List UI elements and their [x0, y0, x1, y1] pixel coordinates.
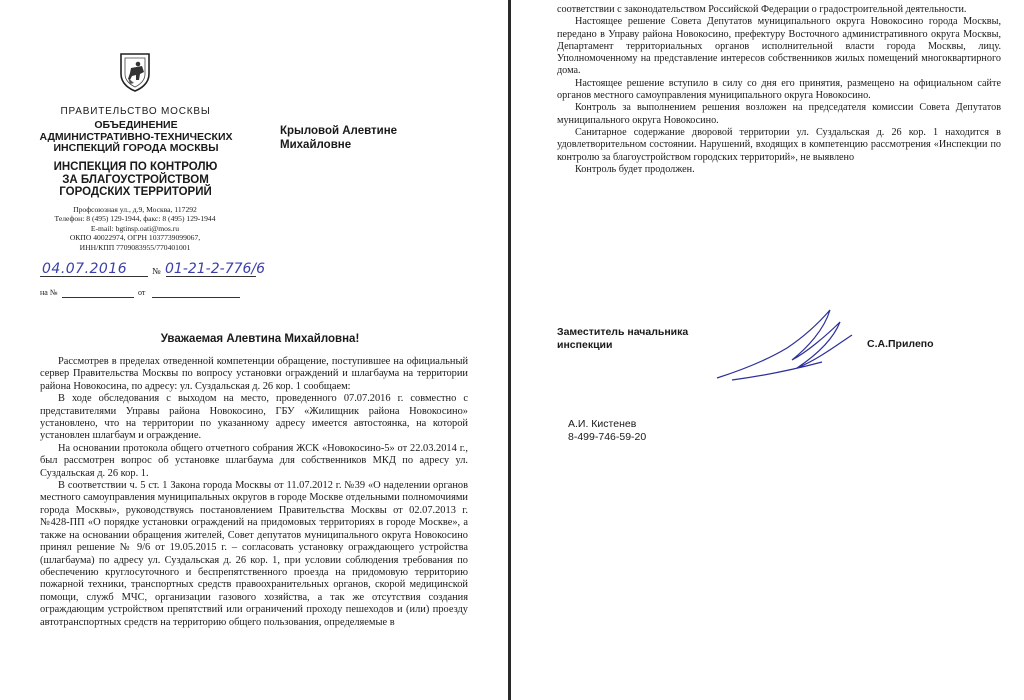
executor-block	[568, 418, 646, 444]
executor-name: А.И. Кистенев	[568, 418, 637, 430]
body-paragraph: Контроль будет продолжен.	[575, 163, 695, 175]
reply-date-underline	[152, 297, 240, 298]
signatory-title: Заместитель начальника инспекции	[557, 326, 689, 351]
body-paragraph: В соответствии ч. 5 ст. 1 Закона города Москвы от 11.07.2012 г. №39 «О наделении органов местного самоуправления муниципальных округов в городе Москве отдельными полномочиями города Москвы», руководствуясь постановлением Правительства Москвы от 02.07.2013 г. №428-ПП «О порядке установки ограждений на придомовых территориях в городе Москве», а также на основании обращения жителей, Совет депутатов муниципального округа Новокосино принял решение № 9/6 от 19.05.2015 г. – согласовать установку ограждающего устройства (шлагбаума) по адресу ул. Суздальская д. 26 кор. 1, при условии соблюдения требования по обеспечению круглосуточного и беспрепятственного проезда на придомовую территорию пожарной техники, транспортных средств правоохранительных органов, скорой медицинской помощи, служб МЧС, организации газового хозяйства, а так же отсутствия создания ограждающим устройством препятствий или ограничений проходу пешеходов и (или) проезду автотранспортных средств на территорию общего пользования, определяемые в	[40, 480, 468, 628]
body-paragraph: В ходе обследования с выходом на место, проведенного 07.07.2016 г. совместно с представителями Управы района Новокосино, ГБУ «Жилищник района Новокосино» установлено, что на территории по указанному адресу имеется автостоянка, на которой установлен шлагбаум и ограждение.	[40, 393, 468, 442]
inn-line: ИНН/КПП 7709083955/770401001	[79, 242, 191, 252]
executor-phone: 8-499-746-59-20	[568, 431, 647, 443]
email-line: E-mail: bgtinsp.oati@mos.ru	[90, 223, 180, 233]
letter-body	[40, 356, 468, 629]
number-underline	[166, 276, 256, 277]
moscow-coat-of-arms-icon	[118, 52, 152, 92]
body-paragraph: Настоящее решение Совета Депутатов муниципального округа Новокосино города Москвы, передано в Управу района Новокосино, префектуру Восточного административного округа Москвы, Департамент территориальных органов исполнительной власти города Москвы, лицу. Уполномоченному на представление интересов собственников жилых помещений многоквартирного дома.	[557, 16, 1001, 77]
body-paragraph: На основании протокола общего отчетного собрания ЖСК «Новокосино-5» от 22.03.2014 г., был рассмотрен вопрос об установке шлагбаума для собственников МКД по адресу ул. Суздальская д. 26 кор. 1.	[40, 442, 468, 479]
address-line: Профсоюзная ул., д.9, Москва, 117292	[73, 205, 197, 214]
date-underline	[40, 276, 148, 277]
page-divider	[508, 0, 511, 700]
phone-line: Телефон: 8 (495) 129-1944, факс: 8 (495) 129-1944	[54, 214, 216, 224]
salutation: Уважаемая Алевтина Михайловна!	[160, 333, 360, 345]
contact-block	[30, 205, 240, 252]
recipient-name: Крыловой Алевтине Михайловне	[280, 125, 398, 151]
handwritten-signature-icon	[712, 300, 862, 390]
body-paragraph: Рассмотрев в пределах отведенной компетенции обращение, поступившее на официальный сервер Правительства Москвы по вопросу установки ограждений и шлагбаума на территории района Новокосина, по адресу: ул. Суздальская д. 26 кор. 1 сообщаем:	[40, 356, 468, 392]
letter-page-1	[0, 0, 508, 700]
handwritten-date: 04.07.2016	[42, 261, 128, 277]
body-paragraph: Санитарное содержание дворовой территории ул. Суздальская д. 26 кор. 1 находится в удовлетворительном состоянии. Нарушений, входящих в компетенцию рассмотрения «Инспекции по контролю за благоустройством городских территорий», не выявлено	[557, 126, 1001, 163]
government-name: ПРАВИТЕЛЬСТВО МОСКВЫ	[60, 106, 211, 117]
inspection-name: ИНСПЕКЦИЯ ПО КОНТРОЛЮ ЗА БЛАГОУСТРОЙСТВОМ ГОРОДСКИХ ТЕРРИТОРИЙ	[53, 161, 218, 198]
letter-body-continued	[557, 4, 1001, 176]
reply-number-label: на №	[40, 288, 58, 297]
reply-number-underline	[62, 297, 134, 298]
handwritten-number: 01-21-2-776/6	[165, 261, 266, 277]
okpo-line: ОКПО 40022974, ОГРН 1037739099067,	[69, 233, 201, 243]
number-label: №	[152, 266, 161, 276]
body-paragraph: соответствии с законодательством Российской Федерации о градостроительной деятельности.	[557, 4, 967, 15]
letter-page-2	[512, 0, 1024, 700]
body-paragraph: Контроль за выполнением решения возложен на председателя комиссии Совета Депутатов муниципального округа Новокосино.	[557, 102, 1001, 126]
body-paragraph: Настоящее решение вступило в силу со дня его принятия, размещено на официальном сайте органов местного самоуправления муниципального округа Новокосино.	[557, 77, 1001, 102]
signatory-name: С.А.Прилепо	[867, 338, 934, 350]
reply-date-label: от	[138, 288, 146, 297]
organization-name: ОБЪЕДИНЕНИЕ АДМИНИСТРАТИВНО-ТЕХНИЧЕСКИХ ИНСПЕКЦИЙ ГОРОДА МОСКВЫ	[39, 119, 233, 154]
